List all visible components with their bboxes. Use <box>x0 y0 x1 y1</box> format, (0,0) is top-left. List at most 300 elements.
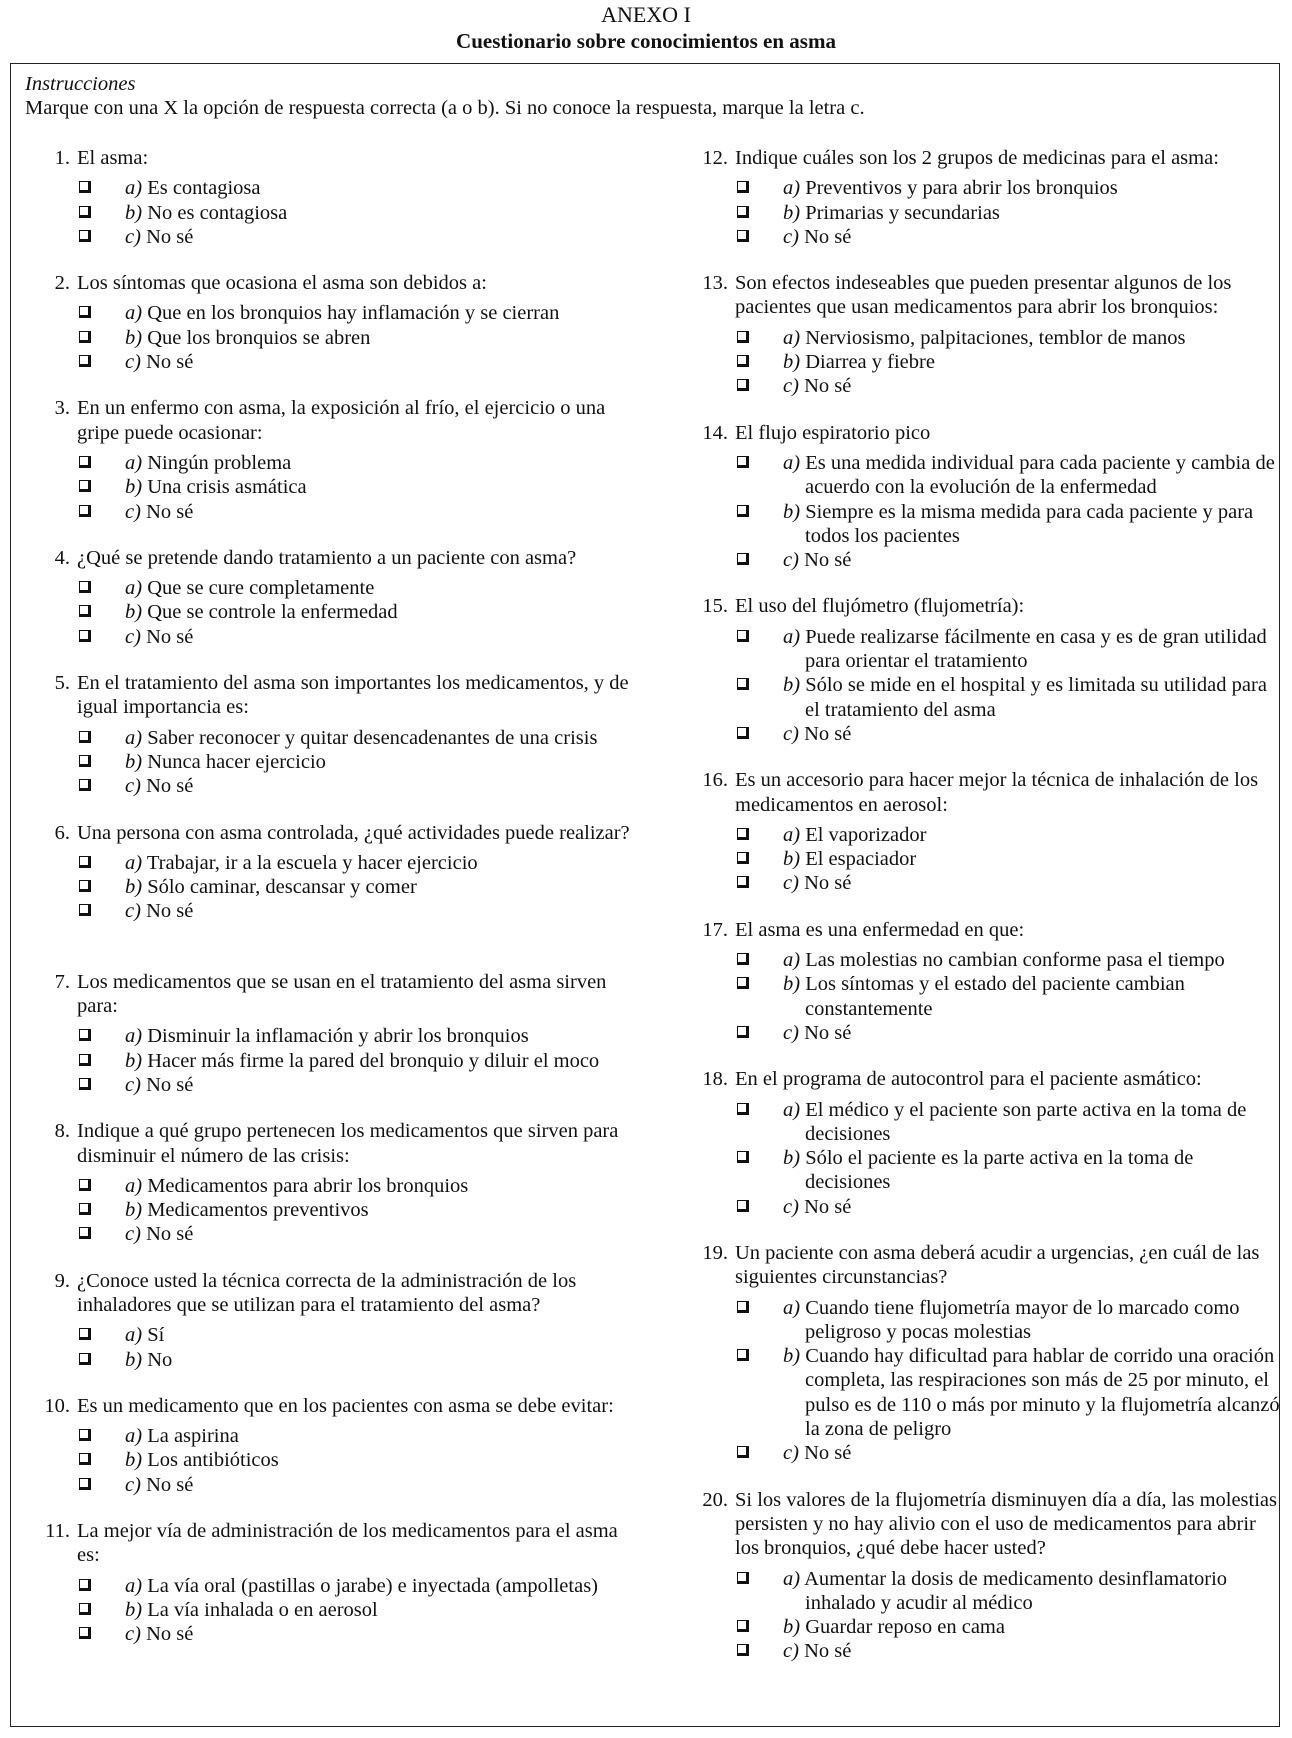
checkbox-icon[interactable] <box>79 755 91 767</box>
answer-option[interactable] <box>99 225 635 249</box>
checkbox-icon[interactable] <box>79 880 91 892</box>
option-label: La aspirina <box>147 1425 239 1448</box>
checkbox-icon[interactable] <box>79 1179 91 1191</box>
option-label: Que los bronquios se abren <box>147 326 371 349</box>
option-label: Sólo el paciente es la parte activa en la toma de decisiones <box>805 1147 1194 1194</box>
option-letter: a) <box>125 177 143 200</box>
answer-options <box>735 625 1283 746</box>
checkbox-icon[interactable] <box>737 828 749 840</box>
option-label: Saber reconocer y quitar desencadenantes de una crisis <box>147 726 598 749</box>
checkbox-icon[interactable] <box>737 230 749 242</box>
question-text: En el programa de autocontrol para el paciente asmático: <box>735 1068 1202 1091</box>
option-label: Aumentar la dosis de medicamento desinflamatorio inhalado y acudir al médico <box>804 1567 1228 1614</box>
question-number: 9. <box>54 1269 70 1292</box>
option-letter: c) <box>125 775 141 798</box>
option-letter: c) <box>125 1223 141 1246</box>
option-letter: c) <box>783 1021 799 1044</box>
option-label: No sé <box>146 625 194 648</box>
option-label: No sé <box>146 1623 194 1646</box>
checkbox-icon[interactable] <box>737 977 749 989</box>
option-label: El vaporizador <box>805 823 927 846</box>
answer-options <box>735 176 1283 249</box>
checkbox-icon[interactable] <box>79 206 91 218</box>
option-letter: a) <box>125 851 143 874</box>
answer-options <box>77 1174 635 1247</box>
option-label: Hacer más firme la pared del bronquio y diluir el moco <box>147 1049 600 1072</box>
page-header <box>0 2 1292 54</box>
answer-option[interactable] <box>757 225 1283 249</box>
question-number: 3. <box>54 397 70 420</box>
instructions-text: Marque con una X la opción de respuesta correcta (a o b). Si no conoce la respuesta, marque la letra c. <box>25 97 865 119</box>
answer-option[interactable] <box>757 176 1283 200</box>
option-letter: b) <box>125 476 143 499</box>
answer-option[interactable] <box>99 1323 635 1347</box>
option-letter: c) <box>783 1195 799 1218</box>
checkbox-icon[interactable] <box>737 953 749 965</box>
answer-option[interactable] <box>757 1021 1283 1045</box>
option-label: No sé <box>804 549 852 572</box>
answer-option[interactable] <box>99 201 635 225</box>
answer-option[interactable] <box>99 1574 635 1598</box>
questions-column-right <box>683 146 1283 1686</box>
answer-option[interactable] <box>99 576 635 600</box>
question-text: Indique a qué grupo pertenecen los medicamentos que sirven para disminuir el número de las crisis: <box>77 1120 619 1167</box>
question-10 <box>25 1394 635 1497</box>
answer-option[interactable] <box>757 451 1283 500</box>
answer-options <box>77 851 635 924</box>
answer-options <box>77 576 635 649</box>
option-label: Medicamentos preventivos <box>147 1199 369 1222</box>
question-text: En un enfermo con asma, la exposición al frío, el ejercicio o una gripe puede ocasionar: <box>77 397 606 444</box>
checkbox-icon[interactable] <box>79 181 91 193</box>
option-label: No sé <box>804 722 852 745</box>
question-2 <box>25 271 635 374</box>
question-number: 19. <box>702 1241 728 1264</box>
checkbox-icon[interactable] <box>79 306 91 318</box>
option-label: La vía oral (pastillas o jarabe) e inyectada (ampolletas) <box>147 1574 598 1597</box>
option-letter: a) <box>125 577 143 600</box>
option-letter: a) <box>783 451 801 474</box>
option-label: No sé <box>804 225 852 248</box>
option-letter: a) <box>783 1098 801 1121</box>
question-number: 1. <box>54 147 70 169</box>
option-letter: a) <box>125 1324 143 1347</box>
checkbox-icon[interactable] <box>79 480 91 492</box>
option-label: Que se controle la enfermedad <box>147 601 398 624</box>
option-label: Disminuir la inflamación y abrir los bronquios <box>147 1025 529 1048</box>
option-letter: c) <box>125 900 141 923</box>
checkbox-icon[interactable] <box>737 1349 749 1361</box>
question-20 <box>683 1488 1283 1664</box>
option-letter: c) <box>125 225 141 248</box>
checkbox-icon[interactable] <box>79 1328 91 1340</box>
answer-option[interactable] <box>757 823 1283 847</box>
question-12 <box>683 146 1283 249</box>
question-number: 20. <box>702 1488 728 1511</box>
question-text: El flujo espiratorio pico <box>735 421 931 444</box>
answer-option[interactable] <box>99 851 635 875</box>
checkbox-icon[interactable] <box>737 505 749 517</box>
instructions-title: Instrucciones <box>25 73 136 95</box>
checkbox-icon[interactable] <box>79 1453 91 1465</box>
option-letter: c) <box>125 351 141 374</box>
answer-option[interactable] <box>99 1448 635 1472</box>
answer-option[interactable] <box>99 500 635 524</box>
option-label: Medicamentos para abrir los bronquios <box>147 1174 469 1197</box>
option-label: Preventivos y para abrir los bronquios <box>805 177 1118 200</box>
checkbox-icon[interactable] <box>79 1353 91 1365</box>
checkbox-icon[interactable] <box>79 731 91 743</box>
answer-options <box>735 326 1283 399</box>
checkbox-icon[interactable] <box>737 1620 749 1632</box>
answer-option[interactable] <box>99 350 635 374</box>
answer-option[interactable] <box>99 1024 635 1048</box>
option-label: No sé <box>146 225 194 248</box>
checkbox-icon[interactable] <box>737 852 749 864</box>
option-letter: b) <box>125 1348 143 1371</box>
option-letter: c) <box>783 375 799 398</box>
answer-option[interactable] <box>757 1567 1283 1616</box>
option-letter: a) <box>783 1296 801 1319</box>
option-letter: c) <box>783 1640 799 1663</box>
option-letter: a) <box>783 326 801 349</box>
answer-option[interactable] <box>757 1146 1283 1195</box>
option-label: No sé <box>804 872 852 895</box>
option-label: No <box>147 1348 173 1371</box>
question-1 <box>25 146 635 249</box>
option-label: Que se cure completamente <box>147 577 375 600</box>
option-letter: b) <box>783 1616 801 1639</box>
checkbox-icon[interactable] <box>79 1478 91 1490</box>
answer-option[interactable] <box>757 1344 1283 1441</box>
checkbox-icon[interactable] <box>737 678 749 690</box>
question-17 <box>683 918 1283 1045</box>
checkbox-icon[interactable] <box>79 355 91 367</box>
option-label: Nunca hacer ejercicio <box>147 750 326 773</box>
question-text: Indique cuáles son los 2 grupos de medicinas para el asma: <box>735 147 1219 169</box>
question-number: 17. <box>702 918 728 941</box>
answer-option[interactable] <box>757 972 1283 1021</box>
question-6 <box>25 821 635 924</box>
option-letter: b) <box>783 1147 801 1170</box>
answer-option[interactable] <box>757 500 1283 549</box>
checkbox-icon[interactable] <box>79 605 91 617</box>
checkbox-icon[interactable] <box>79 856 91 868</box>
option-letter: b) <box>783 201 801 224</box>
question-number: 10. <box>44 1394 70 1417</box>
checkbox-icon[interactable] <box>737 206 749 218</box>
checkbox-icon[interactable] <box>79 1627 91 1639</box>
checkbox-icon[interactable] <box>737 1151 749 1163</box>
question-number: 12. <box>702 147 728 169</box>
answer-options <box>735 451 1283 572</box>
option-letter: a) <box>783 1567 801 1590</box>
question-15 <box>683 594 1283 746</box>
answer-option[interactable] <box>757 548 1283 572</box>
answer-option[interactable] <box>757 722 1283 746</box>
option-letter: a) <box>125 1025 143 1048</box>
option-label: Trabajar, ir a la escuela y hacer ejercicio <box>146 851 478 874</box>
checkbox-icon[interactable] <box>737 1200 749 1212</box>
checkbox-icon[interactable] <box>79 1227 91 1239</box>
answer-options <box>77 1574 635 1647</box>
option-label: Cuando tiene flujometría mayor de lo marcado como peligroso y pocas molestias <box>805 1296 1240 1343</box>
answer-option[interactable] <box>757 326 1283 350</box>
option-label: No sé <box>146 500 194 523</box>
option-letter: b) <box>125 876 143 899</box>
option-letter: c) <box>783 549 799 572</box>
option-letter: a) <box>783 949 801 972</box>
option-letter: b) <box>125 1049 143 1072</box>
option-label: Cuando hay dificultad para hablar de corrido una oración completa, las respiraciones son más de 25 por minuto, el pulso es de 110 o más por minuto y la flujometría alcanzó la zona de peligro <box>805 1345 1280 1441</box>
question-14 <box>683 421 1283 573</box>
option-label: Sí <box>147 1324 165 1347</box>
option-label: Los síntomas y el estado del paciente cambian constantemente <box>805 973 1185 1020</box>
option-letter: b) <box>783 848 801 871</box>
question-text: El asma: <box>77 147 149 169</box>
checkbox-icon[interactable] <box>737 181 749 193</box>
answer-options <box>77 176 635 249</box>
questionnaire-frame <box>10 63 1280 1727</box>
option-label: Ningún problema <box>147 451 292 474</box>
answer-option[interactable] <box>99 899 635 923</box>
question-9 <box>25 1269 635 1372</box>
checkbox-icon[interactable] <box>737 331 749 343</box>
checkbox-icon[interactable] <box>737 553 749 565</box>
answer-options <box>77 726 635 799</box>
option-label: Diarrea y fiebre <box>805 351 935 374</box>
checkbox-icon[interactable] <box>737 355 749 367</box>
checkbox-icon[interactable] <box>79 1029 91 1041</box>
option-label: No sé <box>146 351 194 374</box>
checkbox-icon[interactable] <box>79 1203 91 1215</box>
checkbox-icon[interactable] <box>737 1026 749 1038</box>
option-label: No sé <box>804 375 852 398</box>
answer-option[interactable] <box>99 301 635 325</box>
question-number: 11. <box>45 1520 70 1543</box>
checkbox-icon[interactable] <box>79 1579 91 1591</box>
checkbox-icon[interactable] <box>737 727 749 739</box>
checkbox-icon[interactable] <box>79 581 91 593</box>
checkbox-icon[interactable] <box>737 1103 749 1115</box>
option-letter: b) <box>783 674 801 697</box>
option-label: No sé <box>146 775 194 798</box>
question-text: Los medicamentos que se usan en el tratamiento del asma sirven para: <box>77 970 607 1018</box>
option-letter: a) <box>125 451 143 474</box>
answer-option[interactable] <box>99 1598 635 1622</box>
option-letter: b) <box>783 1345 801 1368</box>
answer-options <box>735 1296 1283 1466</box>
answer-option[interactable] <box>99 774 635 798</box>
option-label: No sé <box>804 1021 852 1044</box>
question-4 <box>25 546 635 649</box>
answer-option[interactable] <box>757 625 1283 674</box>
checkbox-icon[interactable] <box>737 1644 749 1656</box>
checkbox-icon[interactable] <box>737 1301 749 1313</box>
option-letter: b) <box>125 1598 143 1621</box>
question-number: 14. <box>702 421 728 444</box>
answer-option[interactable] <box>757 1441 1283 1465</box>
question-number: 5. <box>54 672 70 695</box>
answer-option[interactable] <box>99 1222 635 1246</box>
answer-option[interactable] <box>99 600 635 624</box>
answer-option[interactable] <box>99 1622 635 1646</box>
option-label: No sé <box>146 1073 194 1096</box>
option-label: La vía inhalada o en aerosol <box>147 1598 378 1621</box>
option-letter: a) <box>783 625 801 648</box>
option-label: No sé <box>804 1195 852 1218</box>
question-16 <box>683 768 1283 895</box>
checkbox-icon[interactable] <box>737 1446 749 1458</box>
question-text: La mejor vía de administración de los medicamentos para el asma es: <box>77 1520 618 1567</box>
question-number: 13. <box>702 272 728 295</box>
answer-option[interactable] <box>99 176 635 200</box>
answer-option[interactable] <box>99 475 635 499</box>
option-label: Las molestias no cambian conforme pasa el tiempo <box>805 949 1225 972</box>
answer-option[interactable] <box>99 1049 635 1073</box>
option-label: Siempre es la misma medida para cada paciente y para todos los pacientes <box>805 500 1254 547</box>
option-label: No sé <box>146 1223 194 1246</box>
answer-options <box>77 1323 635 1372</box>
checkbox-icon[interactable] <box>79 230 91 242</box>
question-number: 6. <box>54 821 70 844</box>
answer-option[interactable] <box>99 875 635 899</box>
option-label: No sé <box>804 1442 852 1465</box>
answer-option[interactable] <box>757 673 1283 722</box>
question-text: El asma es una enfermedad en que: <box>735 918 1025 941</box>
option-letter: c) <box>125 625 141 648</box>
option-letter: b) <box>125 601 143 624</box>
checkbox-icon[interactable] <box>79 1078 91 1090</box>
option-letter: c) <box>125 1623 141 1646</box>
question-5 <box>25 671 635 798</box>
answer-option[interactable] <box>757 847 1283 871</box>
question-text: Una persona con asma controlada, ¿qué actividades puede realizar? <box>77 821 630 844</box>
option-label: Sólo caminar, descansar y comer <box>147 876 417 899</box>
question-number: 8. <box>54 1120 70 1143</box>
option-label: Primarias y secundarias <box>805 201 1000 224</box>
checkbox-icon[interactable] <box>79 331 91 343</box>
checkbox-icon[interactable] <box>79 630 91 642</box>
option-letter: b) <box>125 1449 143 1472</box>
checkbox-icon[interactable] <box>79 904 91 916</box>
checkbox-icon[interactable] <box>737 1572 749 1584</box>
instructions <box>25 72 865 120</box>
answer-option[interactable] <box>757 1296 1283 1345</box>
answer-option[interactable] <box>757 1098 1283 1147</box>
option-label: El médico y el paciente son parte activa en la toma de decisiones <box>805 1098 1247 1145</box>
option-letter: a) <box>783 177 801 200</box>
checkbox-icon[interactable] <box>79 1054 91 1066</box>
question-text: ¿Qué se pretende dando tratamiento a un paciente con asma? <box>77 546 577 569</box>
option-letter: b) <box>783 973 801 996</box>
option-letter: a) <box>125 302 143 325</box>
answer-option[interactable] <box>757 350 1283 374</box>
checkbox-icon[interactable] <box>737 876 749 888</box>
checkbox-icon[interactable] <box>737 456 749 468</box>
answer-option[interactable] <box>99 451 635 475</box>
answer-option[interactable] <box>99 625 635 649</box>
answer-option[interactable] <box>757 374 1283 398</box>
questions-column-left <box>25 146 635 1669</box>
question-number: 4. <box>54 546 70 569</box>
answer-option[interactable] <box>99 326 635 350</box>
answer-option[interactable] <box>99 1198 635 1222</box>
option-letter: b) <box>783 500 801 523</box>
option-label: Es contagiosa <box>147 177 261 200</box>
checkbox-icon[interactable] <box>737 630 749 642</box>
question-18 <box>683 1067 1283 1219</box>
answer-option[interactable] <box>757 1615 1283 1639</box>
option-letter: a) <box>125 1425 143 1448</box>
question-text: ¿Conoce usted la técnica correcta de la administración de los inhaladores que se utilizan para el tratamiento del asma? <box>77 1269 577 1316</box>
option-letter: b) <box>125 750 143 773</box>
option-letter: a) <box>125 1574 143 1597</box>
question-text: Un paciente con asma deberá acudir a urgencias, ¿en cuál de las siguientes circunstancias? <box>735 1241 1260 1289</box>
answer-option[interactable] <box>99 1424 635 1448</box>
option-label: Los antibióticos <box>147 1449 279 1472</box>
option-letter: a) <box>125 726 143 749</box>
option-label: No es contagiosa <box>147 201 288 224</box>
option-label: El espaciador <box>805 848 917 871</box>
question-text: Los síntomas que ocasiona el asma son debidos a: <box>77 272 487 295</box>
question-text: El uso del flujómetro (flujometría): <box>735 595 1025 618</box>
option-label: Puede realizarse fácilmente en casa y es de gran utilidad para orientar el tratamiento <box>805 625 1267 673</box>
option-letter: c) <box>783 1442 799 1465</box>
checkbox-icon[interactable] <box>79 1429 91 1441</box>
answer-option[interactable] <box>99 1348 635 1372</box>
answer-option[interactable] <box>757 948 1283 972</box>
answer-options <box>77 1024 635 1097</box>
answer-option[interactable] <box>99 750 635 774</box>
answer-option[interactable] <box>99 1473 635 1497</box>
checkbox-icon[interactable] <box>79 779 91 791</box>
option-letter: c) <box>125 500 141 523</box>
option-letter: b) <box>125 326 143 349</box>
question-number: 16. <box>702 769 728 792</box>
checkbox-icon[interactable] <box>79 505 91 517</box>
question-text: Si los valores de la flujometría disminuyen día a día, las molestias persisten y no hay alivio con el uso de medicamentos para abrir los bronquios, ¿qué debe hacer usted? <box>735 1488 1277 1560</box>
option-label: Una crisis asmática <box>147 476 307 499</box>
answer-option[interactable] <box>757 1639 1283 1663</box>
answer-option[interactable] <box>99 726 635 750</box>
checkbox-icon[interactable] <box>79 456 91 468</box>
answer-option[interactable] <box>757 201 1283 225</box>
checkbox-icon[interactable] <box>737 379 749 391</box>
answer-option[interactable] <box>757 871 1283 895</box>
question-number: 2. <box>54 272 70 295</box>
answer-options <box>735 948 1283 1045</box>
question-8 <box>25 1119 635 1246</box>
question-7 <box>25 970 635 1097</box>
option-label: No sé <box>146 1473 194 1496</box>
option-letter: a) <box>125 1174 143 1197</box>
answer-option[interactable] <box>99 1073 635 1097</box>
option-label: No sé <box>804 1640 852 1663</box>
option-letter: c) <box>125 1473 141 1496</box>
option-letter: b) <box>783 351 801 374</box>
question-11 <box>25 1519 635 1646</box>
option-letter: c) <box>783 225 799 248</box>
question-text: Es un medicamento que en los pacientes con asma se debe evitar: <box>77 1394 614 1417</box>
answer-options <box>735 823 1283 896</box>
checkbox-icon[interactable] <box>79 1603 91 1615</box>
question-text: Son efectos indeseables que pueden presentar algunos de los pacientes que usan medicamentos para abrir los bronquios: <box>735 272 1232 319</box>
answer-options <box>77 451 635 524</box>
answer-option[interactable] <box>757 1195 1283 1219</box>
answer-option[interactable] <box>99 1174 635 1198</box>
question-19 <box>683 1241 1283 1466</box>
